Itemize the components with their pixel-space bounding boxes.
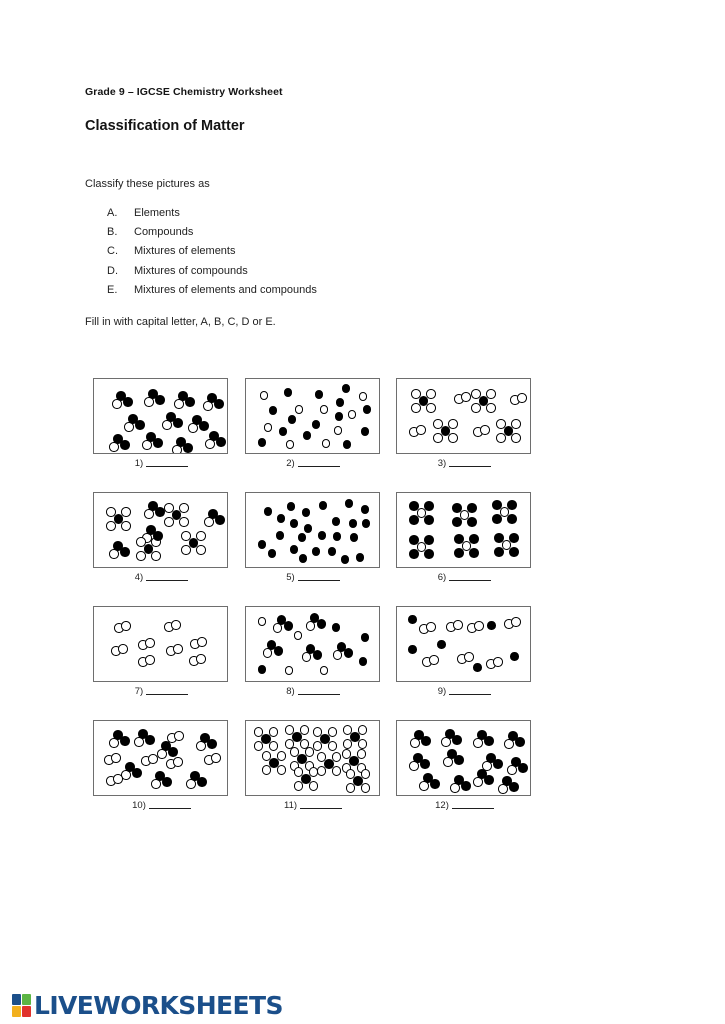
answer-blank[interactable] xyxy=(449,580,491,581)
particle-diagram-3 xyxy=(396,378,531,454)
dark-atom xyxy=(261,734,271,744)
light-atom xyxy=(295,405,304,414)
dark-atom xyxy=(484,736,494,746)
dark-atom xyxy=(467,503,477,513)
option-letter: E. xyxy=(107,283,118,296)
dark-atom xyxy=(487,621,496,630)
dark-atom xyxy=(492,500,502,510)
dark-atom xyxy=(452,503,462,513)
answer-line-12[interactable] xyxy=(396,800,533,811)
light-atom xyxy=(269,741,279,751)
light-atom xyxy=(471,403,481,413)
worksheet-header-block xyxy=(85,86,645,328)
answer-line-8[interactable] xyxy=(245,686,382,697)
answer-line-4[interactable] xyxy=(93,572,230,583)
dark-atom xyxy=(507,514,517,524)
question-number: 9) xyxy=(437,686,447,697)
particle-diagram-9 xyxy=(396,606,531,682)
dark-atom xyxy=(469,548,479,558)
dark-atom xyxy=(135,420,145,430)
question-cell-2 xyxy=(245,378,382,469)
dark-atom xyxy=(479,396,489,406)
light-atom xyxy=(121,507,131,517)
light-atom xyxy=(113,774,123,784)
dark-atom xyxy=(207,739,217,749)
light-atom xyxy=(260,391,269,400)
dark-atom xyxy=(350,732,360,742)
dark-atom xyxy=(172,510,182,520)
light-atom xyxy=(196,545,206,555)
option-letter: C. xyxy=(107,245,118,258)
dark-atom xyxy=(324,759,334,769)
classification-options xyxy=(85,204,645,300)
dark-atom xyxy=(168,747,178,757)
option-letter: B. xyxy=(107,226,118,239)
dark-atom xyxy=(120,547,130,557)
light-atom xyxy=(448,419,458,429)
dark-atom xyxy=(269,406,278,415)
light-atom xyxy=(517,393,527,403)
light-atom xyxy=(426,389,436,399)
particle-diagram-10 xyxy=(93,720,228,796)
light-atom xyxy=(359,392,368,401)
option-item-a xyxy=(107,204,645,223)
dark-atom xyxy=(350,533,359,542)
question-number: 2) xyxy=(286,458,295,469)
dark-atom xyxy=(492,514,502,524)
dark-atom xyxy=(123,397,133,407)
dark-atom xyxy=(362,519,371,528)
dark-atom xyxy=(290,545,299,554)
answer-blank[interactable] xyxy=(300,808,342,809)
dark-atom xyxy=(409,549,419,559)
light-atom xyxy=(179,503,189,513)
light-atom xyxy=(173,757,183,767)
light-atom xyxy=(480,425,490,435)
page-title: Classification of Matter xyxy=(85,118,245,134)
worksheet-kicker: Grade 9 – IGCSE Chemistry Worksheet xyxy=(85,86,283,98)
dark-atom xyxy=(264,507,273,516)
dark-atom xyxy=(349,519,358,528)
light-atom xyxy=(464,652,474,662)
dark-atom xyxy=(424,515,434,525)
dark-atom xyxy=(441,426,451,436)
option-label: Elements xyxy=(134,207,180,219)
dark-atom xyxy=(515,737,525,747)
dark-atom xyxy=(302,508,311,517)
dark-atom xyxy=(301,774,311,784)
dark-atom xyxy=(114,514,124,524)
dark-atom xyxy=(509,547,519,557)
dark-atom xyxy=(215,515,225,525)
light-atom xyxy=(145,655,155,665)
dark-atom xyxy=(199,421,209,431)
light-atom xyxy=(151,551,161,561)
question-number: 4) xyxy=(134,572,144,583)
dark-atom xyxy=(424,535,434,545)
dark-atom xyxy=(424,549,434,559)
light-atom xyxy=(145,638,155,648)
dark-atom xyxy=(258,438,267,447)
dark-atom xyxy=(494,533,504,543)
dark-atom xyxy=(424,501,434,511)
instruction-lead: Classify these pictures as xyxy=(85,178,210,190)
light-atom xyxy=(496,433,506,443)
dark-atom xyxy=(361,427,370,436)
dark-atom xyxy=(421,736,431,746)
light-atom xyxy=(258,617,267,626)
light-atom xyxy=(164,517,174,527)
question-number: 5) xyxy=(286,572,295,583)
dark-atom xyxy=(162,777,172,787)
light-atom xyxy=(328,741,338,751)
particle-diagram-6 xyxy=(396,492,531,568)
dark-atom xyxy=(298,533,307,542)
light-atom xyxy=(179,517,189,527)
option-label: Mixtures of compounds xyxy=(134,264,248,277)
option-label: Compounds xyxy=(134,226,194,239)
answer-line-3[interactable] xyxy=(396,458,533,469)
dark-atom xyxy=(284,388,293,397)
answer-blank[interactable] xyxy=(298,580,340,581)
light-atom xyxy=(461,392,471,402)
question-number: 1) xyxy=(134,458,144,469)
dark-atom xyxy=(361,505,370,514)
dark-atom xyxy=(292,732,302,742)
dark-atom xyxy=(509,782,519,792)
light-atom xyxy=(493,657,503,667)
question-row xyxy=(93,378,533,469)
logo-square-yellow xyxy=(12,1006,21,1017)
answer-line-6[interactable] xyxy=(396,572,533,583)
question-number: 12) xyxy=(435,800,449,811)
question-grid xyxy=(93,378,533,834)
light-atom xyxy=(429,655,439,665)
particle-diagram-8 xyxy=(245,606,380,682)
answer-blank[interactable] xyxy=(449,466,491,467)
light-atom xyxy=(136,551,146,561)
dark-atom xyxy=(469,534,479,544)
dark-atom xyxy=(145,735,155,745)
light-atom xyxy=(106,521,116,531)
question-cell-1 xyxy=(93,378,230,469)
light-atom xyxy=(211,753,221,763)
light-atom xyxy=(358,739,368,749)
light-atom xyxy=(181,545,191,555)
question-cell-9 xyxy=(396,606,533,697)
option-item-d xyxy=(107,262,645,281)
particle-diagram-4 xyxy=(93,492,228,568)
light-atom xyxy=(334,426,343,435)
light-atom xyxy=(320,666,329,675)
dark-atom xyxy=(153,438,163,448)
logo-blocks-icon xyxy=(12,994,31,1017)
dark-atom xyxy=(155,395,165,405)
light-atom xyxy=(448,433,458,443)
answer-blank[interactable] xyxy=(298,694,340,695)
light-atom xyxy=(309,781,319,791)
dark-atom xyxy=(189,538,199,548)
dark-atom xyxy=(333,532,342,541)
dark-atom xyxy=(356,553,365,562)
dark-atom xyxy=(318,531,327,540)
dark-atom xyxy=(258,540,267,549)
answer-line-11[interactable] xyxy=(245,800,382,811)
logo-wordmark: LIVEWORKSHEETS xyxy=(34,991,283,1020)
dark-atom xyxy=(484,775,494,785)
dark-atom xyxy=(320,734,330,744)
answer-line-9[interactable] xyxy=(396,686,533,697)
dark-atom xyxy=(452,735,462,745)
dark-atom xyxy=(345,499,354,508)
dark-atom xyxy=(173,418,183,428)
answer-blank[interactable] xyxy=(298,466,340,467)
dark-atom xyxy=(183,443,193,453)
dark-atom xyxy=(336,398,345,407)
light-atom xyxy=(171,620,181,630)
light-atom xyxy=(453,620,463,630)
dark-atom xyxy=(419,396,429,406)
light-atom xyxy=(411,403,421,413)
dark-atom xyxy=(153,531,163,541)
dark-atom xyxy=(344,648,354,658)
light-atom xyxy=(433,433,443,443)
dark-atom xyxy=(312,547,321,556)
dark-atom xyxy=(504,426,514,436)
question-number: 3) xyxy=(437,458,447,469)
dark-atom xyxy=(290,519,299,528)
dark-atom xyxy=(288,415,297,424)
dark-atom xyxy=(214,399,224,409)
dark-atom xyxy=(341,555,350,564)
light-atom xyxy=(474,621,484,631)
dark-atom xyxy=(312,420,321,429)
light-atom xyxy=(332,766,342,776)
light-atom xyxy=(361,783,371,793)
dark-atom xyxy=(185,397,195,407)
light-atom xyxy=(416,425,426,435)
dark-atom xyxy=(297,754,307,764)
dark-atom xyxy=(284,621,294,631)
liveworksheets-logo xyxy=(12,991,283,1020)
dark-atom xyxy=(473,663,482,672)
question-cell-4 xyxy=(93,492,230,583)
light-atom xyxy=(426,622,436,632)
answer-blank[interactable] xyxy=(149,808,191,809)
light-atom xyxy=(511,419,521,429)
light-atom xyxy=(294,631,303,640)
light-atom xyxy=(322,439,331,448)
question-number: 11) xyxy=(283,800,298,811)
light-atom xyxy=(197,637,207,647)
light-atom xyxy=(196,531,206,541)
dark-atom xyxy=(144,544,154,554)
dark-atom xyxy=(409,535,419,545)
dark-atom xyxy=(299,554,308,563)
dark-atom xyxy=(353,776,363,786)
dark-atom xyxy=(454,534,464,544)
dark-atom xyxy=(420,759,430,769)
light-atom xyxy=(286,440,295,449)
dark-atom xyxy=(197,777,207,787)
dark-atom xyxy=(313,650,323,660)
option-label: Mixtures of elements and compounds xyxy=(134,283,317,296)
dark-atom xyxy=(332,517,341,526)
light-atom xyxy=(426,403,436,413)
light-atom xyxy=(196,654,206,664)
particle-diagram-12 xyxy=(396,720,531,796)
light-atom xyxy=(174,731,184,741)
light-atom xyxy=(486,389,496,399)
light-atom xyxy=(173,644,183,654)
dark-atom xyxy=(409,501,419,511)
question-number: 6) xyxy=(437,572,447,583)
answer-blank[interactable] xyxy=(452,808,494,809)
dark-atom xyxy=(430,779,440,789)
light-atom xyxy=(511,433,521,443)
question-cell-8 xyxy=(245,606,382,697)
dark-atom xyxy=(409,515,419,525)
dark-atom xyxy=(461,781,471,791)
question-cell-12 xyxy=(396,720,533,811)
dark-atom xyxy=(269,758,279,768)
dark-atom xyxy=(277,514,286,523)
light-atom xyxy=(486,403,496,413)
dark-atom xyxy=(332,623,341,632)
dark-atom xyxy=(319,501,328,510)
dark-atom xyxy=(132,768,142,778)
light-atom xyxy=(264,423,273,432)
light-atom xyxy=(285,666,294,675)
question-cell-5 xyxy=(245,492,382,583)
dark-atom xyxy=(342,384,351,393)
answer-line-2[interactable] xyxy=(245,458,382,469)
logo-square-red xyxy=(22,1006,31,1017)
dark-atom xyxy=(317,619,327,629)
dark-atom xyxy=(510,652,519,661)
dark-atom xyxy=(408,615,417,624)
dark-atom xyxy=(408,645,417,654)
light-atom xyxy=(111,753,121,763)
dark-atom xyxy=(268,549,277,558)
dark-atom xyxy=(304,524,313,533)
option-item-e xyxy=(107,281,645,300)
dark-atom xyxy=(279,427,288,436)
logo-square-green xyxy=(22,994,31,1005)
dark-atom xyxy=(343,440,352,449)
dark-atom xyxy=(274,646,284,656)
question-cell-3 xyxy=(396,378,533,469)
particle-diagram-1 xyxy=(93,378,228,454)
instruction-footnote: Fill in with capital letter, A, B, C, D or E. xyxy=(85,316,276,329)
dark-atom xyxy=(467,517,477,527)
dark-atom xyxy=(303,431,312,440)
light-atom xyxy=(148,754,158,764)
dark-atom xyxy=(437,640,446,649)
dark-atom xyxy=(335,412,344,421)
dark-atom xyxy=(315,390,324,399)
option-label: Mixtures of elements xyxy=(134,245,236,258)
option-letter: A. xyxy=(107,207,118,219)
light-atom xyxy=(511,617,521,627)
dark-atom xyxy=(287,502,296,511)
light-atom xyxy=(118,644,128,654)
particle-diagram-2 xyxy=(245,378,380,454)
question-cell-6 xyxy=(396,492,533,583)
question-number: 7) xyxy=(134,686,144,697)
answer-line-7[interactable] xyxy=(93,686,230,697)
answer-blank[interactable] xyxy=(146,694,188,695)
answer-line-1[interactable] xyxy=(93,458,230,469)
answer-blank[interactable] xyxy=(146,466,188,467)
dark-atom xyxy=(452,517,462,527)
dark-atom xyxy=(518,763,528,773)
particle-diagram-11 xyxy=(245,720,380,796)
dark-atom xyxy=(359,657,368,666)
dark-atom xyxy=(276,531,285,540)
question-number: 8) xyxy=(286,686,295,697)
dark-atom xyxy=(454,755,464,765)
dark-atom xyxy=(328,547,337,556)
light-atom xyxy=(121,521,131,531)
light-atom xyxy=(121,621,131,631)
dark-atom xyxy=(349,756,359,766)
dark-atom xyxy=(120,440,130,450)
question-cell-11 xyxy=(245,720,382,811)
dark-atom xyxy=(494,547,504,557)
question-number: 10) xyxy=(132,800,146,811)
answer-line-5[interactable] xyxy=(245,572,382,583)
particle-diagram-5 xyxy=(245,492,380,568)
dark-atom xyxy=(361,633,370,642)
answer-blank[interactable] xyxy=(146,580,188,581)
answer-line-10[interactable] xyxy=(93,800,230,811)
dark-atom xyxy=(509,533,519,543)
particle-diagram-7 xyxy=(93,606,228,682)
dark-atom xyxy=(120,736,130,746)
dark-atom xyxy=(363,405,372,414)
option-letter: D. xyxy=(107,264,118,277)
light-atom xyxy=(320,405,329,414)
dark-atom xyxy=(216,437,226,447)
option-item-c xyxy=(107,242,645,261)
dark-atom xyxy=(258,665,267,674)
question-row xyxy=(93,606,533,697)
question-row xyxy=(93,492,533,583)
option-item-b xyxy=(107,223,645,242)
logo-square-blue xyxy=(12,994,21,1005)
question-row xyxy=(93,720,533,811)
dark-atom xyxy=(454,548,464,558)
question-cell-10 xyxy=(93,720,230,811)
dark-atom xyxy=(493,759,503,769)
question-cell-7 xyxy=(93,606,230,697)
dark-atom xyxy=(507,500,517,510)
light-atom xyxy=(277,765,287,775)
dark-atom xyxy=(155,507,165,517)
answer-blank[interactable] xyxy=(449,694,491,695)
light-atom xyxy=(348,410,357,419)
